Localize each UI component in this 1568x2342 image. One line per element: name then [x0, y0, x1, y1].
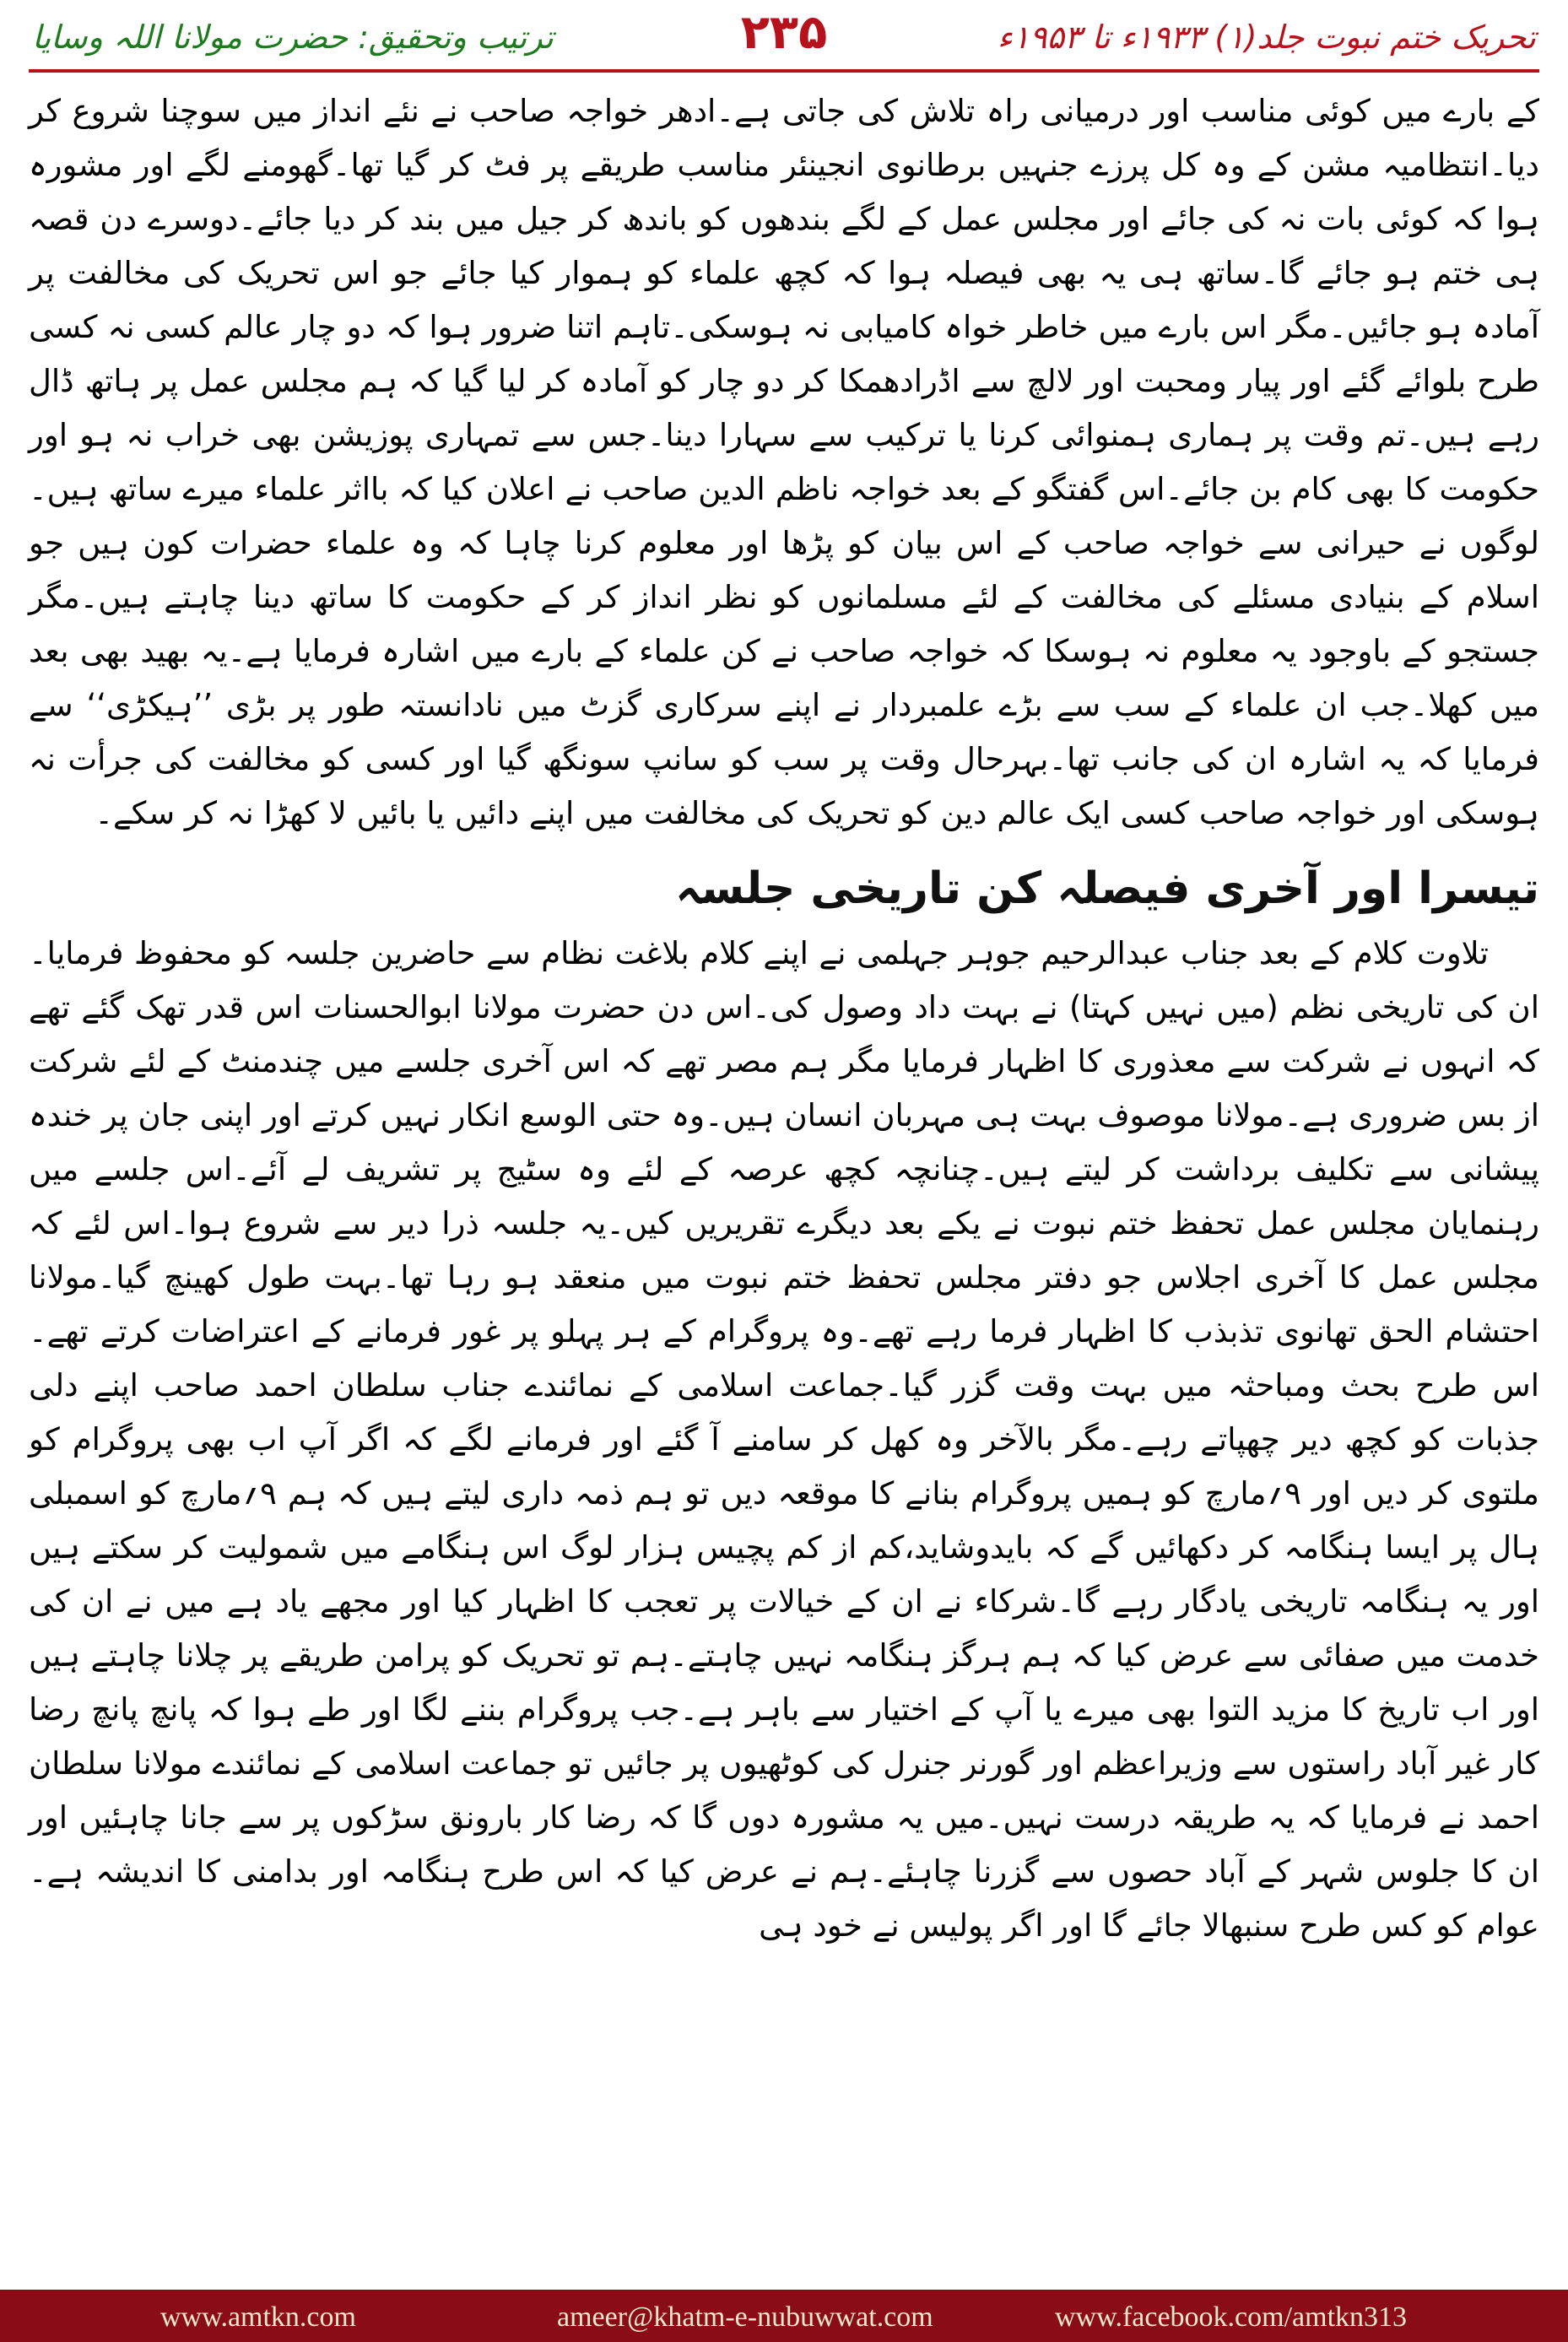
body-paragraph: تلاوت کلام کے بعد جناب عبدالرحیم جوہر جہلمی نے اپنے کلام بلاغت نظام سے حاضرین جلسہ کو محفوظ فرمایا۔ان کی تاریخی نظم (میں نہیں کہتا) نے بہت داد وصول کی۔اس دن حضرت مولانا ابوالحسنات اس قدر تھک گئے تھے کہ انہوں نے شرکت سے معذوری کا اظہار فرمایا مگر ہم مصر تھے کہ اس آخری جلسے میں چندمنٹ کے لئے شرکت از بس ضروری ہے۔مولانا موصوف بہت ہی مہربان انسان ہیں۔وہ حتی الوسع انکار نہیں کرتے اور اپنی جان پر خندہ پیشانی سے تکلیف برداشت کر لیتے ہیں۔چنانچہ کچھ عرصہ کے لئے وہ سٹیج پر تشریف لے آئے۔اس جلسے میں رہنمایان مجلس عمل تحفظ ختم نبوت نے یکے بعد دیگرے تقریریں کیں۔یہ جلسہ ذرا دیر سے شروع ہوا۔اس لئے کہ مجلس عمل کا آخری اجلاس جو دفتر مجلس تحفظ ختم نبوت میں منعقد ہو رہا تھا۔بہت طول کھینچ گیا۔مولانا احتشام الحق تھانوی تذبذب کا اظہار فرما رہے تھے۔وہ پروگرام کے ہر پہلو پر غور فرمانے کے اعتراضات کرتے تھے۔اس طرح بحث ومباحثہ میں بہت وقت گزر گیا۔جماعت اسلامی کے نمائندے جناب سلطان احمد صاحب اپنے دلی جذبات کو کچھ دیر چھپاتے رہے۔مگر بالآخر وہ کھل کر سامنے آ گئے اور فرمانے لگے کہ اگر آپ اب بھی پروگرام کو ملتوی کر دیں اور ۹؍مارچ کو ہمیں پروگرام بنانے کا موقعہ دیں تو ہم ذمہ داری لیتے ہیں کہ ہم ۹؍مارچ کو اسمبلی ہال پر ایسا ہنگامہ کر دکھائیں گے کہ بایدوشاید،کم از کم پچیس ہزار لوگ اس ہنگامے میں شمولیت کر سکتے ہیں اور یہ ہنگامہ تاریخی یادگار رہے گا۔شرکاء نے ان کے خیالات پر تعجب کا اظہار کیا اور مجھے یاد ہے میں نے ان کی خدمت میں صفائی سے عرض کیا کہ ہم ہرگز ہنگامہ نہیں چاہتے۔ہم تو تحریک کو پرامن طریقے پر چلانا چاہتے ہیں اور اب تاریخ کا مزید التوا بھی میرے یا آپ کے اختیار سے باہر ہے۔جب پروگرام بننے لگا اور طے ہوا کہ پانچ پانچ رضا کار غیر آباد راستوں سے وزیراعظم اور گورنر جنرل کی کوٹھیوں پر جائیں تو جماعت اسلامی کے نمائندے مولانا سلطان احمد نے فرمایا کہ یہ طریقہ درست نہیں۔میں یہ مشورہ دوں گا کہ رضا کار بارونق سڑکوں پر سے جانا چاہئیں اور ان کا جلوس شہر کے آباد حصوں سے گزرنا چاہئے۔ہم نے عرض کیا کہ اس طرح ہنگامہ اور بدامنی کا اندیشہ ہے۔عوام کو کس طرح سنبھالا جائے گا اور اگر پولیس نے خود ہی: [29, 935, 1540, 1944]
compiler-credit: ترتیب وتحقیق: حضرت مولانا اللہ وسایا: [32, 19, 554, 56]
website-link[interactable]: www.amtkn.com: [160, 2301, 356, 2333]
email-link[interactable]: ameer@khatm-e-nubuwwat.com: [557, 2301, 933, 2333]
page-footer: [0, 2290, 1568, 2342]
page-header: [0, 0, 1568, 66]
header-divider: [29, 69, 1539, 73]
facebook-link[interactable]: www.facebook.com/amtkn313: [1055, 2301, 1408, 2333]
book-title: تحریک ختم نبوت جلد(۱) ۱۹۳۳ء تا ۱۹۵۳ء: [997, 19, 1536, 56]
section-heading: تیسرا اور آخری فیصلہ کن تاریخی جلسہ: [675, 863, 1539, 914]
body-paragraph: کے بارے میں کوئی مناسب اور درمیانی راہ تلاش کی جاتی ہے۔ادھر خواجہ صاحب نے نئے انداز میں سوچنا شروع کر دیا۔انتظامیہ مشن کے وہ کل پرزے جنہیں برطانوی انجینئر مناسب طریقے پر فٹ کر گیا تھا۔گھومنے لگے اور مشورہ ہوا کہ کوئی بات نہ کی جائے اور مجلس عمل کے لگے بندھوں کو باندھ کر جیل میں بند کر دیا جائے۔دوسرے دن قصہ ہی ختم ہو جائے گا۔ساتھ ہی یہ بھی فیصلہ ہوا کہ کچھ علماء کو ہموار کیا جائے جو اس تحریک کی مخالفت پر آمادہ ہو جائیں۔مگر اس بارے میں خاطر خواہ کامیابی نہ ہوسکی۔تاہم اتنا ضرور ہوا کہ دو چار عالم کسی نہ کسی طرح بلوائے گئے اور پیار ومحبت اور لالچ سے اڈرادھمکا کر دو چار کو آمادہ کر لیا گیا کہ ہم مجلس عمل پر ہاتھ ڈال رہے ہیں۔تم وقت پر ہماری ہمنوائی کرنا یا ترکیب سے سہارا دینا۔جس سے تمہاری پوزیشن بھی خراب نہ ہو اور حکومت کا بھی کام بن جائے۔اس گفتگو کے بعد خواجہ ناظم الدین صاحب نے اعلان کیا کہ بااثر علماء میرے ساتھ ہیں۔لوگوں نے حیرانی سے خواجہ صاحب کے اس بیان کو پڑھا اور معلوم کرنا چاہا کہ وہ علماء حضرات کون ہیں جو اسلام کے بنیادی مسئلے کی مخالفت کے لئے مسلمانوں کو نظر انداز کر کے حکومت کا ساتھ دینا چاہتے ہیں۔مگر جستجو کے باوجود یہ معلوم نہ ہوسکا کہ خواجہ صاحب نے کن علماء کے بارے میں اشارہ فرمایا ہے۔یہ بھید بھی بعد میں کھلا۔جب ان علماء کے سب سے بڑے علمبردار نے اپنے سرکاری گزٹ میں نادانستہ طور پر بڑی ’’ہیکڑی‘‘ سے فرمایا کہ یہ اشارہ ان کی جانب تھا۔بہرحال وقت پر سب کو سانپ سونگھ گیا اور کسی کو مخالفت کی جرأت نہ ہوسکی اور خواجہ صاحب کسی ایک عالم دین کو تحریک کی مخالفت میں اپنے دائیں یا بائیں لا کھڑا نہ کر سکے۔: [29, 93, 1540, 831]
page-body: [29, 84, 1539, 2270]
page-number: ۲۳۵: [740, 5, 828, 60]
